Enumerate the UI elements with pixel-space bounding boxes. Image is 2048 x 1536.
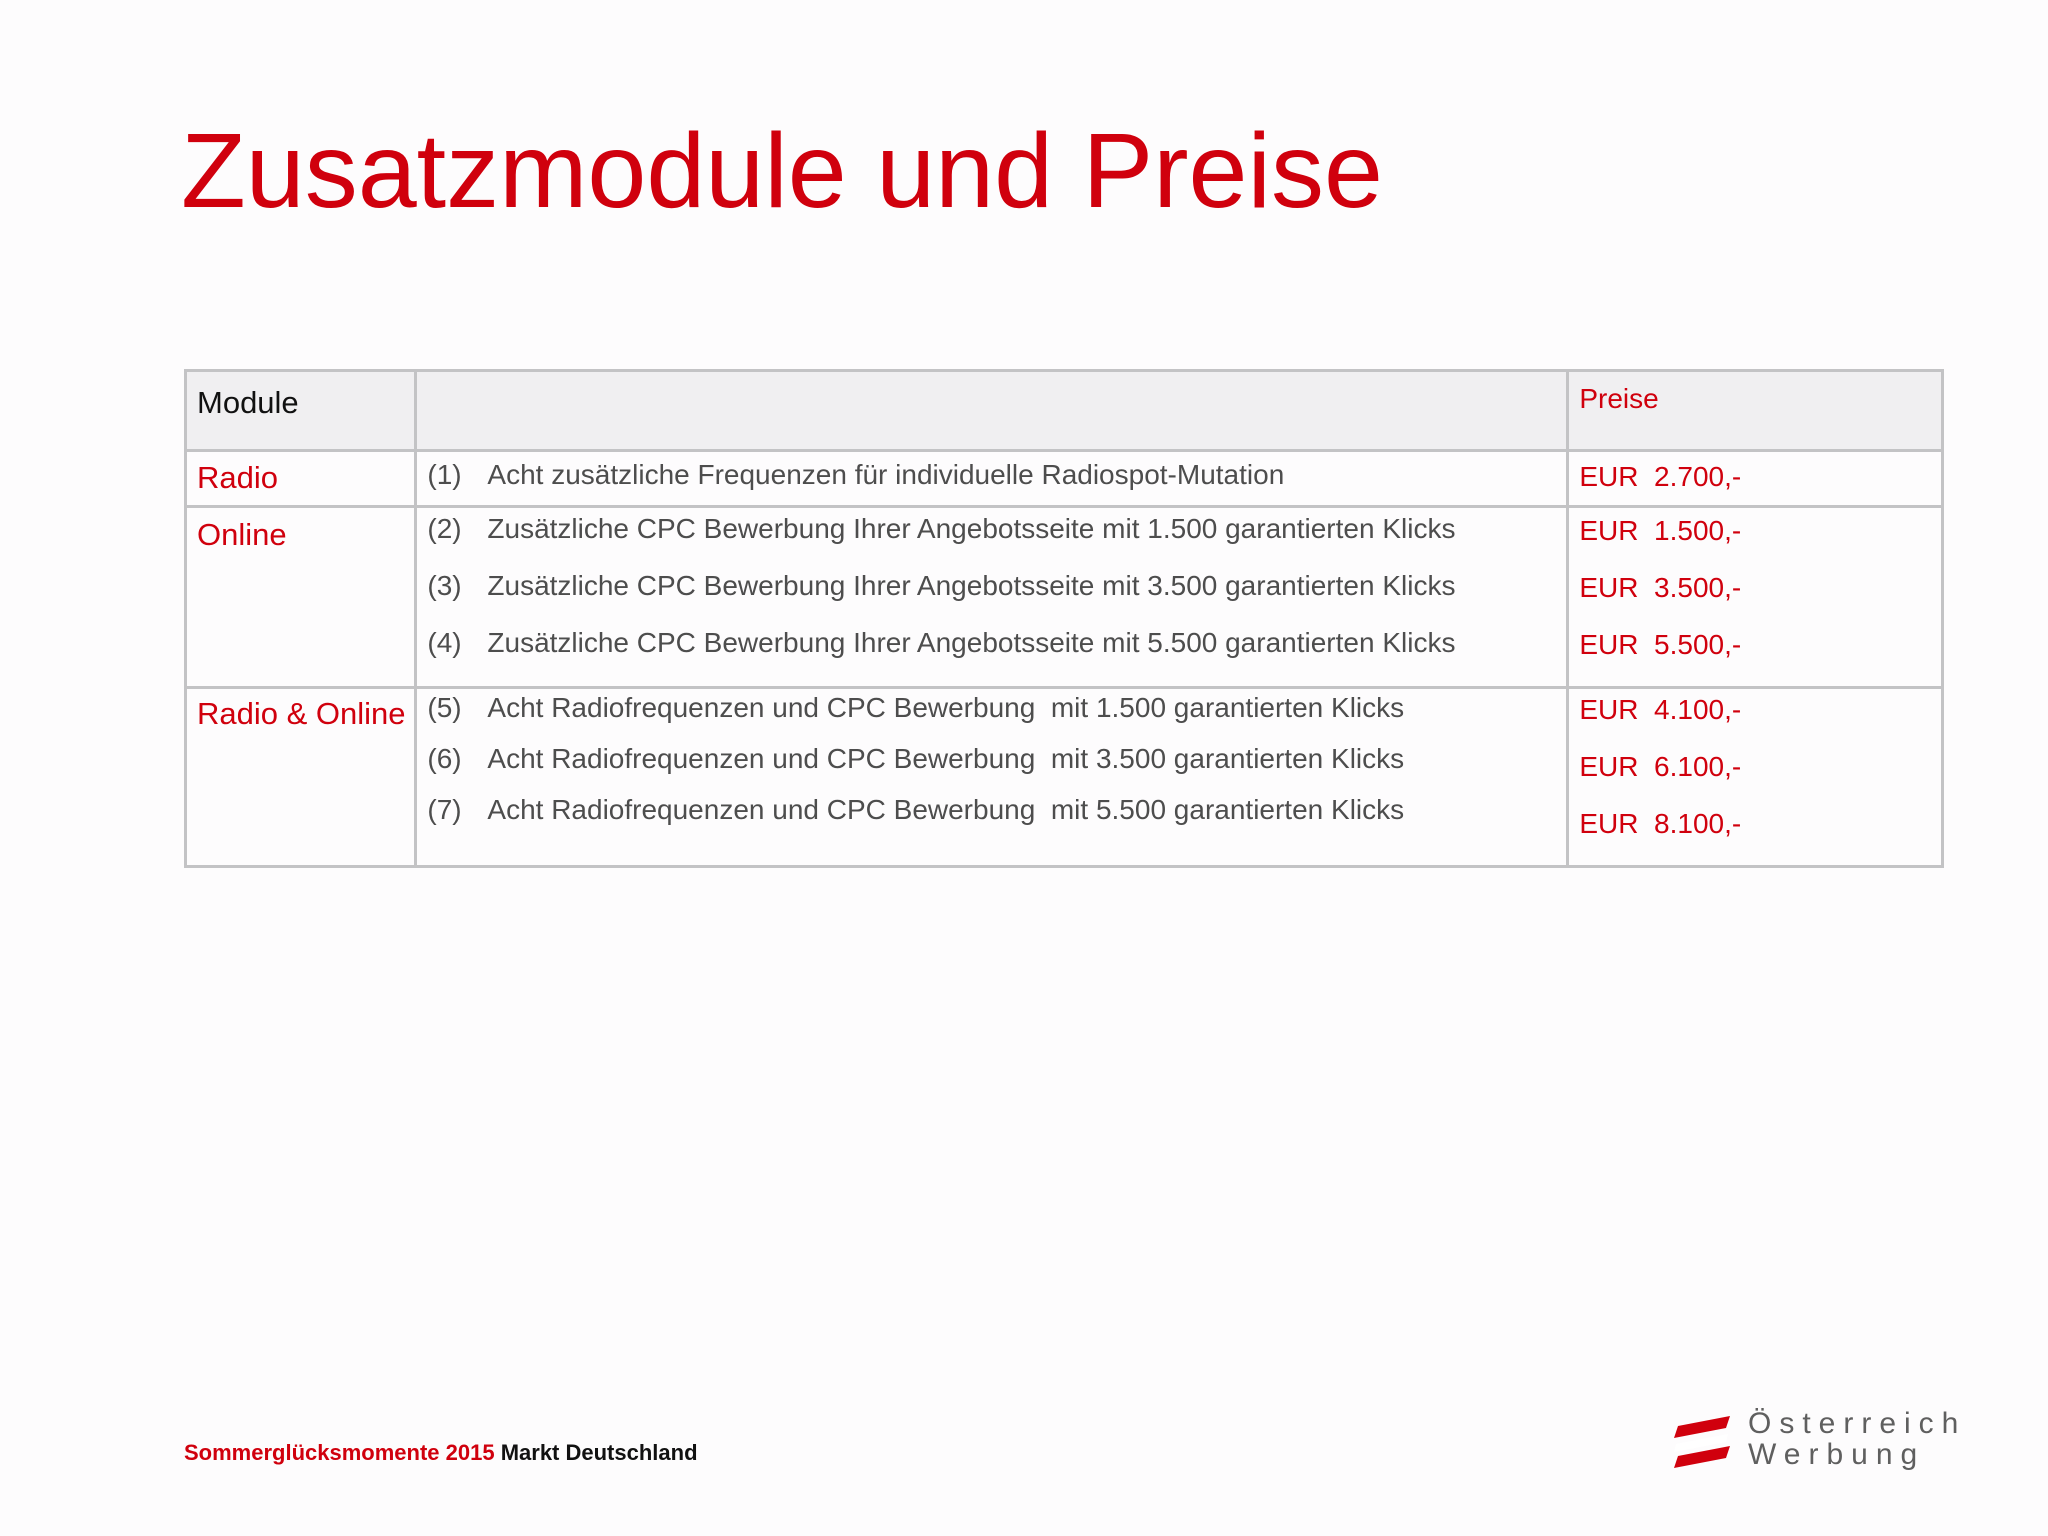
item-number: (2) [427, 513, 462, 544]
item-text: Zusätzliche CPC Bewerbung Ihrer Angebotsseite mit 1.500 garantierten Klicks [487, 513, 1456, 544]
item-number: (4) [427, 627, 462, 658]
table-row [186, 688, 1943, 867]
list-item [417, 627, 1566, 684]
description-cell [416, 688, 1568, 867]
description-cell [416, 507, 1568, 688]
item-number: (7) [427, 794, 462, 825]
header-price: Preise [1568, 371, 1943, 451]
slide-footer [184, 1440, 698, 1466]
description-cell [416, 451, 1568, 507]
footer-campaign: Sommerglücksmomente 2015 [184, 1440, 495, 1465]
item-number: (6) [427, 743, 462, 774]
item-number: (3) [427, 570, 462, 601]
slide-title: Zusatzmodule und Preise [181, 112, 1383, 230]
module-cell [186, 688, 416, 867]
item-text: Acht zusätzliche Frequenzen für individuelle Radiospot-Mutation [487, 459, 1285, 490]
price-cell [1568, 507, 1943, 688]
table-header-row [186, 371, 1943, 451]
price-cell [1568, 451, 1943, 507]
list-item [417, 570, 1566, 627]
item-number: (5) [427, 692, 462, 723]
item-price: EUR 5.500,- [1579, 629, 1742, 660]
item-text: Acht Radiofrequenzen und CPC Bewerbung mit 5.500 garantierten Klicks [487, 794, 1405, 825]
item-number: (1) [427, 459, 462, 490]
item-text: Acht Radiofrequenzen und CPC Bewerbung mit 1.500 garantierten Klicks [487, 692, 1405, 723]
item-price: EUR 8.100,- [1579, 808, 1742, 839]
module-name: Radio [197, 460, 278, 495]
module-name: Radio & Online [197, 696, 406, 731]
item-price: EUR 4.100,- [1579, 694, 1742, 725]
price-cell [1568, 688, 1943, 867]
header-module: Module [186, 371, 416, 451]
item-text: Zusätzliche CPC Bewerbung Ihrer Angebotsseite mit 5.500 garantierten Klicks [487, 627, 1456, 658]
table-row [186, 507, 1943, 688]
item-price: EUR 6.100,- [1579, 751, 1742, 782]
header-description [416, 371, 1568, 451]
list-item [417, 794, 1566, 845]
logo-line-1: Österreich [1748, 1407, 1967, 1440]
list-item [417, 692, 1566, 743]
table-row [186, 451, 1943, 507]
austria-flag-stripes-icon [1674, 1412, 1734, 1468]
item-price: EUR 1.500,- [1579, 515, 1742, 546]
logo-line-2: Werbung [1748, 1438, 1926, 1471]
item-price: EUR 2.700,- [1579, 461, 1742, 492]
oesterreich-werbung-logo [1674, 1408, 1984, 1478]
list-item [417, 513, 1566, 570]
module-name: Online [197, 517, 287, 552]
pricing-table [184, 369, 1944, 868]
list-item [417, 452, 1566, 491]
list-item [417, 743, 1566, 794]
item-text: Zusätzliche CPC Bewerbung Ihrer Angebotsseite mit 3.500 garantierten Klicks [487, 570, 1456, 601]
module-cell [186, 451, 416, 507]
module-cell [186, 507, 416, 688]
footer-market: Markt Deutschland [500, 1440, 698, 1465]
item-text: Acht Radiofrequenzen und CPC Bewerbung mit 3.500 garantierten Klicks [487, 743, 1405, 774]
item-price: EUR 3.500,- [1579, 572, 1742, 603]
